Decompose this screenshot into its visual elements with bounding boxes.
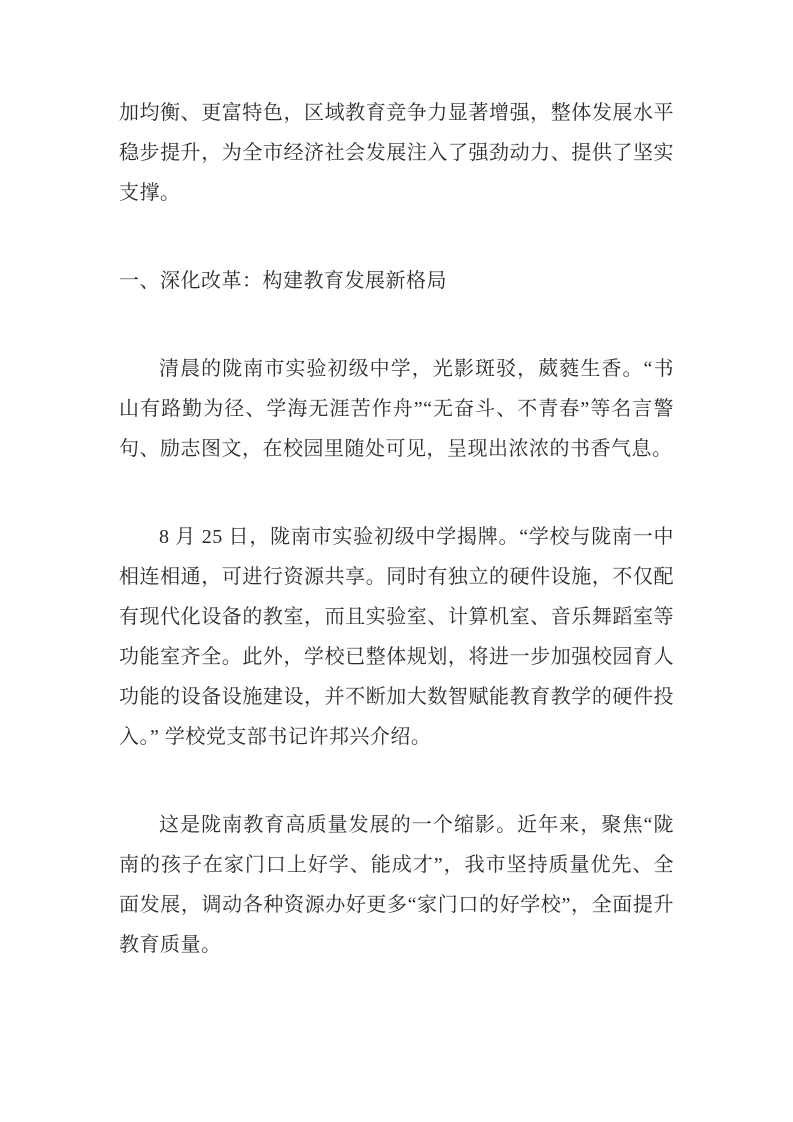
paragraph-continuation: 加均衡、更富特色，区域教育竞争力显著增强，整体发展水平稳步提升，为全市经济社会发展注入了强劲动力、提供了坚实支撑。 bbox=[119, 102, 674, 204]
document-body bbox=[119, 93, 674, 965]
paragraph: 这是陇南教育高质量发展的一个缩影。近年来，聚焦“陇南的孩子在家门口上好学、能成才”，我市坚持质量优先、全面发展，调动各种资源办好更多“家门口的好学校”，全面提升教育质量。 bbox=[119, 814, 674, 956]
section-heading: 一、深化改革：构建教育发展新格局 bbox=[119, 270, 447, 292]
paragraph: 8 月 25 日，陇南市实验初级中学揭牌。“学校与陇南一中相连相通，可进行资源共享。同时有独立的硬件设施，不仅配有现代化设备的教室，而且实验室、计算机室、音乐舞蹈室等功能室齐全。此外，学校已整体规划，将进一步加强校园育人功能的设备设施建设，并不断加大数智赋能教育教学的硬件投入。” 学校党支部书记许邦兴介绍。 bbox=[119, 526, 674, 748]
paragraph: 清晨的陇南市实验初级中学，光影斑驳，葳蕤生香。“书山有路勤为径、学海无涯苦作舟”“无奋斗、不青春”等名言警句、励志图文，在校园里随处可见，呈现出浓浓的书香气息。 bbox=[119, 358, 674, 460]
